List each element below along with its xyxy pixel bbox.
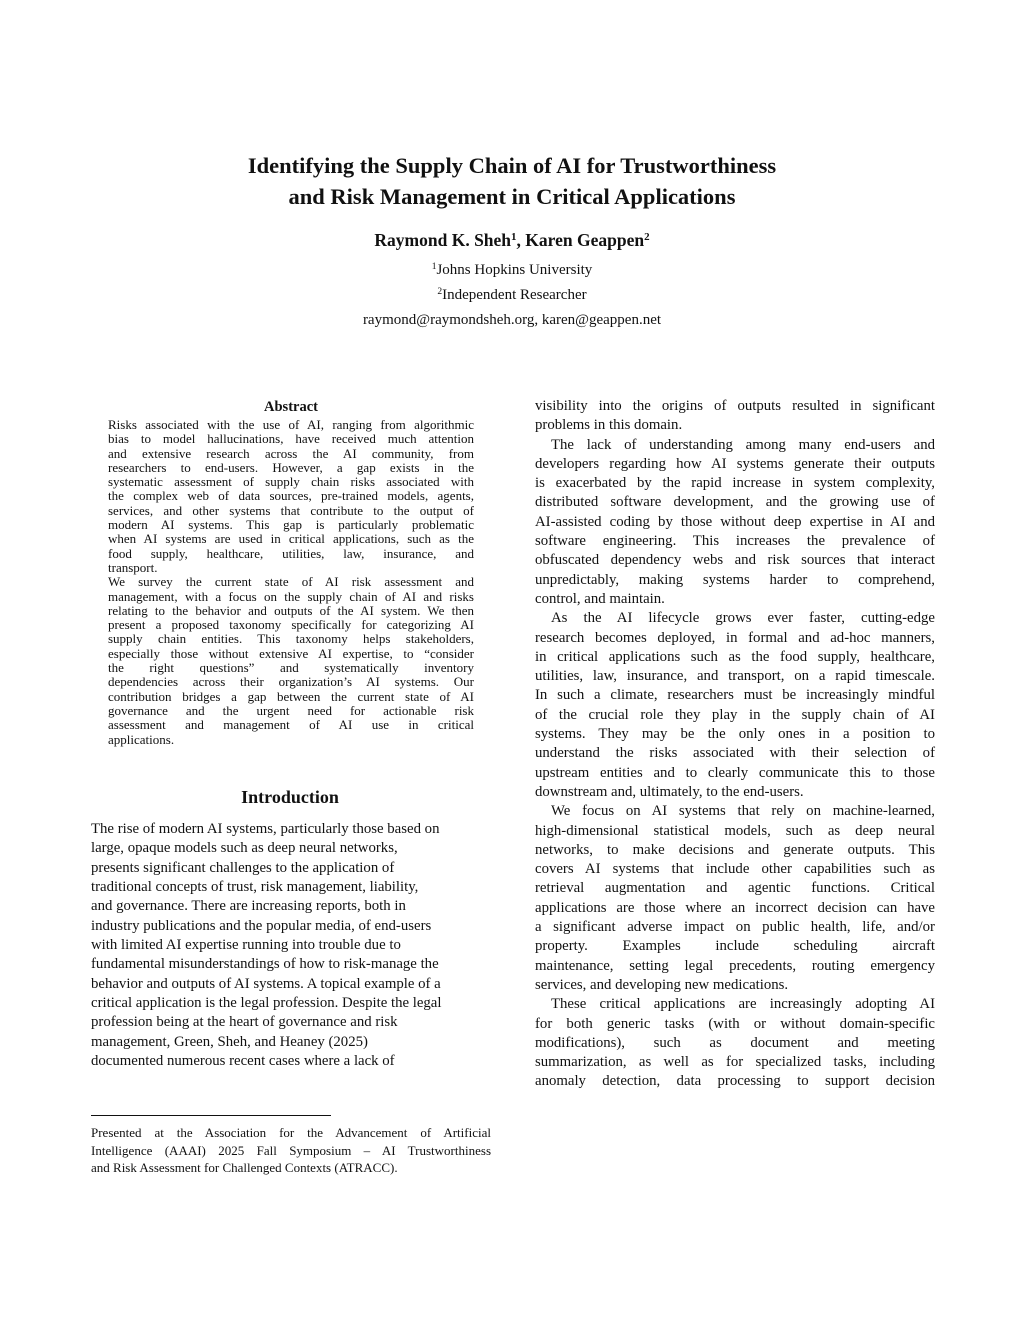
abstract-line: modern AI systems. This gap is particularly problematic — [108, 517, 474, 533]
body-line: networks, to make decisions and generate outputs. This — [535, 841, 935, 858]
body-line: In such a climate, researchers must be increasingly mindful — [535, 687, 935, 704]
intro-line: with limited AI expertise running into trouble due to — [91, 937, 401, 954]
body-line: systems. They may be the only ones in a position to — [535, 726, 935, 743]
body-line: high-dimensional statistical models, such as deep neural — [535, 822, 935, 839]
body-line: downstream and, ultimately, to the end-users. — [535, 783, 804, 800]
intro-line: fundamental misunderstandings of how to risk-manage the — [91, 956, 439, 973]
intro-line: profession being at the heart of governance and risk — [91, 1014, 398, 1031]
body-line: AI-assisted coding by those without deep expertise in AI and — [535, 513, 935, 530]
abstract-line: present a proposed taxonomy specifically for categorizing AI — [108, 617, 474, 633]
abstract-line: and extensive research across the AI community, from — [108, 445, 474, 461]
abstract-line: food supply, healthcare, utilities, law, insurance, and — [108, 545, 474, 561]
intro-line: behavior and outputs of AI systems. A topical example of a — [91, 975, 441, 992]
abstract-line: We survey the current state of AI risk assessment and — [108, 574, 474, 590]
body-line: utilities, law, insurance, and transport, on a rapid timescale. — [535, 668, 935, 685]
footnote-divider — [91, 1115, 331, 1116]
affiliation-1 — [0, 260, 1024, 280]
abstract-line: transport. — [108, 559, 158, 575]
abstract-line: when AI systems are used in critical applications, such as the — [108, 531, 474, 547]
body-line: control, and maintain. — [535, 590, 665, 607]
intro-line: industry publications and the popular media, of end-users — [91, 917, 432, 934]
abstract-line: Risks associated with the use of AI, ranging from algorithmic — [108, 417, 474, 432]
body-line: developers regarding how AI systems generate their outputs — [535, 455, 935, 472]
intro-line: and governance. There are increasing reports, both in — [91, 898, 406, 915]
author-list — [0, 228, 1024, 252]
body-line: property. Examples include scheduling aircraft — [535, 938, 935, 955]
abstract-line: relating to the behavior and outputs of the AI system. We then — [108, 602, 474, 618]
abstract-line: contribution bridges a gap between the current state of AI — [108, 688, 474, 704]
body-line: a significant adverse impact on public health, life, and/or — [535, 919, 935, 936]
intro-line: presents significant challenges to the application of — [91, 859, 395, 876]
affiliation-2-name: Independent Researcher — [442, 287, 587, 303]
body-line: problems in this domain. — [535, 417, 683, 434]
author-2-affil-mark: 2 — [644, 231, 650, 243]
abstract-line: applications. — [108, 731, 175, 747]
body-line: in critical applications such as the food supply, healthcare, — [535, 648, 935, 665]
footnote-line: and Risk Assessment for Challenged Contexts (ATRACC). — [91, 1160, 398, 1175]
abstract-line: the complex web of data sources, pre-trained models, agents, — [108, 488, 474, 504]
body-line: covers AI systems that include other capabilities such as — [535, 861, 935, 878]
body-line: services, and developing new medications. — [535, 976, 789, 993]
footnote-line: Presented at the Association for the Advancement of Artificial — [91, 1125, 491, 1140]
intro-line: documented numerous recent cases where a lack of — [91, 1053, 395, 1070]
body-line: of the crucial role they play in the supply chain of AI — [535, 706, 935, 723]
footnote — [91, 1124, 491, 1177]
body-line: research becomes deployed, in formal and ad-hoc manners, — [535, 629, 935, 646]
body-line: visibility into the origins of outputs resulted in significant — [535, 398, 935, 414]
body-line: modifications), such as document and meeting — [535, 1034, 935, 1051]
body-line: distributed software development, and the growing use of — [535, 494, 935, 511]
body-line: for both generic tasks (with or without domain-specific — [535, 1015, 935, 1032]
body-line: maintenance, setting legal precedents, routing emergency — [535, 957, 935, 974]
title-line-1: Identifying the Supply Chain of AI for Trustworthiness — [247, 153, 777, 178]
abstract-line: assessment and management of AI use in critical — [108, 717, 474, 733]
abstract-line: researchers to end-users. However, a gap exists in the — [108, 459, 474, 475]
affiliation-2-mark: 2 — [437, 287, 443, 297]
footnote-line: Intelligence (AAAI) 2025 Fall Symposium – AI Trustworthiness — [91, 1142, 491, 1158]
abstract-body — [108, 418, 474, 747]
body-line: unpredictably, making systems harder to comprehend, — [535, 571, 935, 588]
abstract-line: the right questions” and systematically inventory — [108, 660, 474, 676]
introduction-heading: Introduction — [241, 787, 339, 807]
body-line: retrieval augmentation and agentic functions. Critical — [535, 880, 935, 897]
intro-line: traditional concepts of trust, risk management, liability, — [91, 879, 419, 896]
body-line: understand the risks associated with their selection of — [535, 745, 935, 762]
abstract-line: supply chain entities. This taxonomy helps stakeholders, — [108, 631, 474, 647]
body-line: upstream entities and to clearly communicate this to those — [535, 764, 935, 781]
author-separator: , — [516, 230, 526, 250]
paper-title — [0, 150, 1024, 212]
body-line: The lack of understanding among many end-users and — [551, 436, 935, 453]
intro-line: critical application is the legal profession. Despite the legal — [91, 995, 442, 1012]
author-1-affil-mark: 1 — [511, 231, 517, 243]
intro-line: The rise of modern AI systems, particularly those based on — [91, 821, 440, 837]
abstract-line: systematic assessment of supply chain risks associated with — [108, 474, 474, 490]
author-emails: raymond@raymondsheh.org, karen@geappen.net — [362, 312, 662, 328]
abstract-heading: Abstract — [264, 399, 318, 415]
body-line: obfuscated dependency webs and risk sources that interact — [535, 552, 935, 569]
body-line: is exacerbated by the rapid increase in system complexity, — [535, 475, 935, 492]
abstract-line: management, with a focus on the supply chain of AI and risks — [108, 588, 474, 604]
affiliation-2 — [0, 285, 1024, 305]
affiliation-1-name: Johns Hopkins University — [436, 262, 593, 278]
affiliation-1-mark: 1 — [431, 262, 437, 272]
right-column-body — [535, 397, 935, 1092]
body-line: As the AI lifecycle grows ever faster, cutting-edge — [551, 610, 935, 627]
body-line: applications are those where an incorrect decision can have — [535, 899, 935, 916]
body-line: software engineering. This increases the prevalence of — [535, 533, 935, 550]
intro-line: management, Green, Sheh, and Heaney (2025) — [91, 1033, 368, 1050]
abstract-line: services, and other systems that contribute to the output of — [108, 502, 474, 518]
abstract-line: dependencies across their organization’s AI systems. Our — [108, 674, 474, 690]
body-line: anomaly detection, data processing to support decision — [535, 1073, 935, 1090]
introduction-body — [91, 820, 491, 1071]
abstract-line: governance and the urgent need for actionable risk — [108, 702, 474, 718]
body-line: summarization, as well as for specialized tasks, including — [535, 1054, 935, 1071]
body-line: We focus on AI systems that rely on machine-learned, — [551, 803, 935, 820]
author-2: Karen Geappen — [525, 230, 645, 250]
author-1: Raymond K. Sheh — [374, 230, 512, 250]
abstract-line: bias to model hallucinations, have received much attention — [108, 431, 474, 447]
body-line: These critical applications are increasingly adopting AI — [551, 996, 935, 1013]
abstract-line: especially those without extensive AI expertise, to “consider — [108, 645, 474, 661]
title-line-2: and Risk Management in Critical Applications — [288, 184, 736, 209]
intro-line: large, opaque models such as deep neural networks, — [91, 840, 398, 857]
